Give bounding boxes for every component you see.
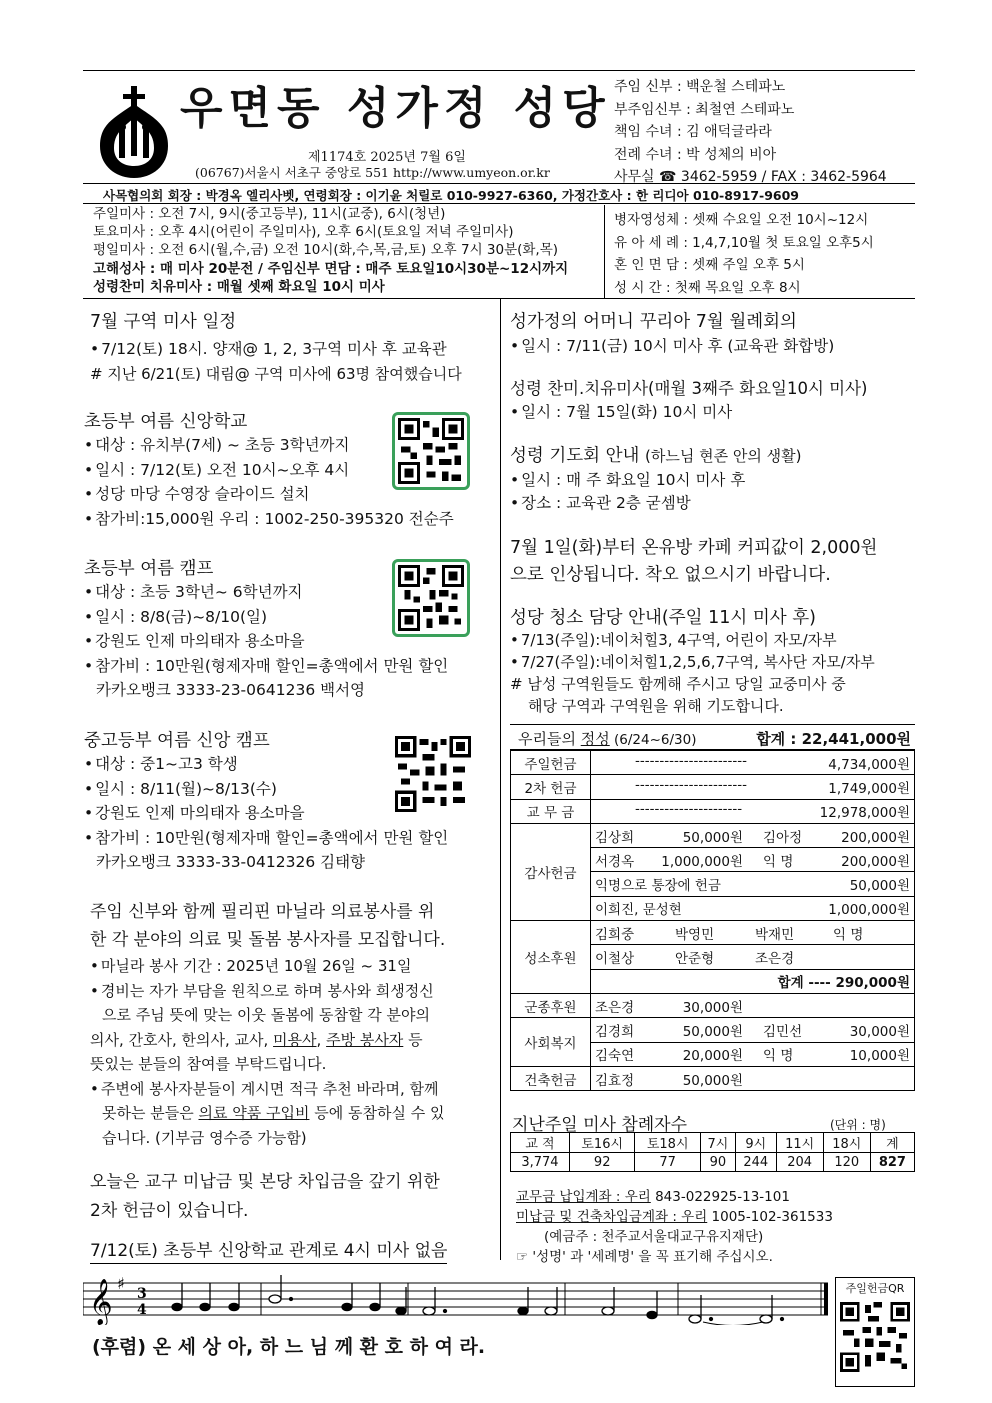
military-row [591, 993, 915, 1017]
office-phone: 사무실 ☎ 3462-5959 / FAX : 3462-5964 [614, 169, 887, 185]
sunday-offering-dash: ----------------------- [635, 752, 748, 769]
vocation-name: 김희중 [595, 926, 635, 943]
mass-saturday: 토요미사 : 오후 4시(어린이 주일미사), 오후 6시(토요일 저녁 주일미사) [93, 224, 514, 241]
second-collection-line-2: 2차 헌금이 있습니다. [90, 1201, 249, 1221]
welfare-amount: 20,000원 [682, 1048, 743, 1065]
sheet-music-staff [83, 1275, 835, 1325]
clergy-pastor: 주임 신부 : 백운철 스테파노 [614, 79, 786, 95]
sunday-offering-label: 주일헌금 [511, 751, 591, 775]
prayer-meeting-date: • 일시 : 매 주 화요일 10시 미사 후 [510, 469, 801, 492]
offering-table [510, 750, 915, 1091]
welfare-name: 익 명 [763, 1048, 794, 1065]
monthly-meeting-date: • 일시 : 7/11(금) 10시 미사 후 (교육관 화합방) [510, 335, 834, 358]
medical-period: • 마닐라 봉사 기간 : 2025년 10월 26일 ~ 31일 [90, 954, 445, 979]
faith-school-date: • 일시 : 7/12(토) 오전 10시~오후 4시 [84, 458, 454, 483]
cleaning-item-0713: • 7/13(주일):네이처힐3, 4구역, 어린이 자모/자부 [510, 629, 875, 651]
attendance-header: 9시 [735, 1133, 776, 1153]
thanks-name: 서경옥 [595, 853, 635, 870]
attendance-header: 교 적 [511, 1133, 570, 1153]
table-row [511, 993, 915, 1017]
thanks-name: 김상희 [595, 829, 635, 846]
second-offering-label: 2차 헌금 [511, 775, 591, 799]
cafe-line-2: 으로 인상됩니다. 착오 없으시기 바랍니다. [510, 565, 831, 585]
thanks-name: 익명으로 통장에 헌금 [595, 878, 721, 895]
marriage-interview: 혼 인 면 담 : 셋째 주일 오후 5시 [614, 257, 805, 273]
parish-address: (06767)서울시 서초구 중앙로 551 http://www.umyeon.or.kr [195, 165, 550, 180]
medical-roles-beauty: 미용사 [273, 1030, 317, 1049]
thanks-amount: 200,000원 [841, 853, 910, 870]
faith-school-target: • 대상 : 유치부(7세) ~ 초등 3학년까지 [84, 433, 454, 458]
welfare-amount: 10,000원 [849, 1048, 910, 1065]
diocese-offering-cell [591, 799, 915, 823]
parish-title: 우면동 성가정 성당 [180, 83, 611, 134]
prayer-meeting-title: 성령 기도회 안내 [510, 446, 646, 466]
medical-roles [90, 1028, 445, 1053]
header-bottom-rule [83, 298, 915, 299]
district-mass-item: • 7/12(토) 18시. 양재@ 1, 2, 3구역 미사 후 교육관 [90, 337, 462, 362]
youth-camp-target: • 대상 : 중1~고3 학생 [84, 752, 448, 777]
youth-camp-title: 중고등부 여름 신앙 캠프 [84, 731, 270, 751]
medical-volunteer-section [90, 898, 445, 1150]
table-row [511, 823, 915, 847]
attendance-header: 토18시 [635, 1133, 700, 1153]
medical-title-2: 한 각 분야의 의료 및 돌봄 봉사자를 모집합니다. [90, 930, 446, 950]
youth-camp-place: • 강원도 인제 마의태자 용소마을 [84, 801, 448, 826]
welfare-name: 김숙연 [595, 1048, 635, 1065]
welfare-name: 김경희 [595, 1023, 635, 1040]
medical-roles-text: 의사, 간호사, 한의사, 교사, [90, 1030, 274, 1049]
healing-mass-date: • 일시 : 7월 15일(화) 10시 미사 [510, 401, 868, 424]
cleaning-title: 성당 청소 담당 안내(주일 11시 미사 후) [510, 608, 816, 628]
attendance-value-row [511, 1153, 915, 1172]
offering-title: 우리들의 [518, 730, 581, 748]
camp-title: 초등부 여름 캠프 [84, 559, 214, 579]
attendance-header: 계 [870, 1133, 914, 1153]
thanks-name: 익 명 [763, 853, 794, 870]
healing-mass: 성령찬미 치유미사 : 매월 셋째 화요일 10시 미사 [93, 278, 385, 295]
diocese-offering-value: 12,978,000원 [819, 805, 910, 822]
attendance-header: 18시 [823, 1133, 870, 1153]
mass-schedule [93, 205, 568, 296]
svg-text:𝄞: 𝄞 [89, 1279, 113, 1325]
attendance-value: 90 [700, 1153, 735, 1172]
vocation-name: 이철상 [595, 951, 635, 968]
vocation-label: 성소후원 [511, 921, 591, 994]
military-name: 조은경 [595, 999, 635, 1016]
top-rule [83, 70, 915, 71]
prayer-meeting-heading [510, 442, 801, 467]
diocese-offering-label: 교 무 금 [511, 799, 591, 823]
welfare-amount: 30,000원 [849, 1023, 910, 1040]
thanks-row-3 [591, 872, 915, 896]
column-divider [500, 298, 501, 1260]
welfare-row-2 [591, 1042, 915, 1066]
medical-roles-sep: , [316, 1030, 327, 1049]
sacrament-schedule [614, 209, 874, 299]
medical-title-1: 주임 신부와 함께 필리핀 마닐라 의료봉사를 위 [90, 902, 435, 922]
clergy-assistant: 부주임신부 : 최철연 스테파노 [614, 101, 795, 118]
refrain-lyrics: (후렴) 온 세 상 아, 하 느 님 께 환 호 하 여 라. [92, 1336, 486, 1358]
vocation-total: 합계 ---- 290,000원 [591, 969, 915, 993]
medical-cost-2: 으로 주님 뜻에 맞는 이웃 돌봄에 동참할 각 분야의 [102, 1006, 430, 1024]
table-row [511, 1018, 915, 1042]
svg-text:♯: ♯ [117, 1275, 125, 1293]
mass-sunday: 주일미사 : 오전 7시, 9시(중고등부), 11시(교중), 6시(청년) [93, 206, 446, 222]
sick-communion: 병자영성체 : 셋째 수요일 오전 10시~12시 [614, 212, 869, 228]
table-row [511, 1066, 915, 1090]
unpaid-account-number: 1005-102-361533 [707, 1209, 833, 1225]
vocation-name: 조은경 [755, 951, 795, 968]
account-info [516, 1187, 833, 1267]
cleaning-note-1: # 남성 구역원들도 함께해 주시고 당일 교중미사 중 [510, 675, 846, 693]
vocation-name: 익 명 [833, 926, 864, 943]
holy-hour: 성 시 간 : 첫째 목요일 오후 8시 [614, 279, 801, 296]
youth-camp-date: • 일시 : 8/11(월)~8/13(수) [84, 777, 448, 802]
second-offering-value: 1,749,000원 [828, 780, 910, 797]
military-amount: 30,000원 [682, 999, 743, 1016]
diocese-account [516, 1187, 833, 1207]
diocese-offering-dash: ---------------------- [635, 801, 743, 818]
header-divider [604, 205, 605, 298]
cleaning-item-0727: • 7/27(주일):네이처힐1,2,5,6,7구역, 복사단 자모/자부 [510, 651, 875, 673]
unpaid-account-label: 미납금 및 건축차입금계좌 : 우리 [516, 1209, 708, 1225]
account-note: ☞ '성명' 과 '세례명' 을 꼭 표기해 주십시오. [516, 1249, 773, 1265]
welfare-label: 사회복지 [511, 1018, 591, 1067]
offering-title-bar [510, 724, 915, 750]
camp-place: • 강원도 인제 마의태자 용소마을 [84, 629, 448, 654]
thanks-name: 이희진, 문성현 [595, 902, 682, 919]
vocation-row-2 [591, 945, 915, 969]
offering-title-underline: 정성 [580, 730, 610, 748]
medical-roles-kitchen: 주방 봉사자 [326, 1030, 404, 1049]
thanks-amount: 200,000원 [841, 829, 910, 846]
infant-baptism: 유 아 세 례 : 1,4,7,10월 첫 토요일 오후5시 [614, 234, 874, 251]
monthly-meeting-title: 성가정의 어머니 꾸리아 7월 월례회의 [510, 312, 797, 332]
clergy-list [614, 76, 887, 189]
offering-total: 합계 : 22,441,000원 [756, 730, 911, 748]
unpaid-account [516, 1207, 833, 1227]
table-row [511, 921, 915, 945]
attendance-value: 92 [569, 1153, 634, 1172]
monthly-meeting-section [510, 308, 834, 358]
offering-qr-code[interactable] [840, 1302, 910, 1372]
diocese-account-label: 교무금 납입계좌 : 우리 [516, 1189, 651, 1205]
thanks-name: 김아정 [763, 829, 803, 846]
attendance-value: 77 [635, 1153, 700, 1172]
medical-donation [90, 1101, 445, 1126]
thanks-offering-label: 감사헌금 [511, 823, 591, 920]
faith-school-title: 초등부 여름 신앙학교 [84, 412, 248, 432]
district-mass-section [90, 308, 462, 386]
table-row [511, 799, 915, 823]
parish-logo-icon [94, 84, 174, 180]
attendance-value: 244 [735, 1153, 776, 1172]
thanks-amount: 1,000,000원 [661, 853, 743, 870]
prayer-meeting-place: • 장소 : 교육관 2층 굳셈방 [510, 492, 801, 515]
attendance-title: 지난주일 미사 참례자수 [512, 1115, 688, 1135]
building-row [591, 1066, 915, 1090]
vocation-name: 박영민 [675, 926, 715, 943]
camp-fee: • 참가비 : 10만원(형제자매 할인=총액에서 만원 할인 [84, 654, 448, 679]
youth-camp-account: 카카오뱅크 3333-33-0412326 김태향 [96, 853, 366, 871]
faith-school-pool: • 성당 마당 수영장 슬라이드 설치 [84, 482, 454, 507]
vocation-name: 박재민 [755, 926, 795, 943]
medical-cost-1: • 경비는 자가 부담을 원칙으로 하며 봉사와 희생정신 [90, 979, 445, 1004]
welfare-row-1 [591, 1018, 915, 1042]
vocation-name: 안준형 [675, 951, 715, 968]
attendance-table [510, 1132, 915, 1172]
vocation-row-1 [591, 921, 915, 945]
camp-date: • 일시 : 8/8(금)~8/10(일) [84, 605, 448, 630]
medical-donation-supplies: 의료 약품 구입비 [198, 1104, 310, 1122]
clergy-sister: 책임 수녀 : 김 애덕글라라 [614, 124, 772, 140]
attendance-value: 120 [823, 1153, 870, 1172]
camp-qr-code[interactable] [392, 559, 470, 637]
cafe-line-1: 7월 1일(화)부터 온유방 카페 커피값이 2,000원 [510, 538, 878, 558]
no-4pm-mass-notice: 7/12(토) 초등부 신앙학교 관계로 4시 미사 없음 [90, 1236, 447, 1264]
cleaning-note-2: 해당 구역과 구역원을 위해 기도합니다. [528, 697, 784, 715]
building-label: 건축헌금 [511, 1066, 591, 1090]
offering-period: (6/24~6/30) [609, 732, 697, 748]
offering-qr-caption: 주일헌금QR [845, 1282, 905, 1295]
attendance-header: 11시 [776, 1133, 823, 1153]
sunday-offering-value: 4,734,000원 [828, 756, 910, 773]
thanks-amount: 50,000원 [849, 878, 910, 895]
thanks-amount: 50,000원 [682, 829, 743, 846]
confession: 고해성사 : 매 미사 20분전 / 주임신부 면담 : 매주 토요일10시30분~12시까지 [93, 260, 569, 277]
faith-school-fee: • 참가비:15,000원 우리 : 1002-250-395320 전순주 [84, 507, 454, 532]
second-collection-notice [90, 1168, 440, 1226]
medical-donation-end: 등에 동참하실 수 있 [309, 1104, 445, 1122]
svg-text:4: 4 [137, 1302, 147, 1318]
attendance-value: 3,774 [511, 1153, 570, 1172]
prayer-meeting-subtitle: (하느님 현존 안의 생활) [645, 447, 802, 465]
district-mass-note: # 지난 6/21(토) 대림@ 구역 미사에 63명 참여했습니다 [90, 364, 462, 383]
medical-recommend: • 주변에 봉사자분들이 계시면 적극 추천 바라며, 함께 [90, 1077, 445, 1102]
camp-account: 카카오뱅크 3333-23-0641236 백서영 [96, 681, 366, 699]
thanks-amount: 1,000,000원 [828, 902, 910, 919]
youth-camp-fee: • 참가비 : 10만원(형제자매 할인=총액에서 만원 할인 [84, 826, 448, 851]
district-mass-title: 7월 구역 미사 일정 [90, 312, 237, 332]
clergy-liturgy-sister: 전례 수녀 : 박 성체의 비아 [614, 146, 777, 163]
contact-bar: 사목협의회 회장 : 박경옥 엘리사벳, 연령회장 : 이기윤 처릴로 010-9927-6360, 가정간호사 : 한 리디아 010-8917-9609 [83, 183, 915, 204]
svg-text:3: 3 [137, 1286, 147, 1302]
attendance-unit: (단위 : 명) [830, 1118, 886, 1132]
welfare-amount: 50,000원 [682, 1023, 743, 1040]
mass-weekday: 평일미사 : 오전 6시(월,수,금) 오전 10시(화,수,목,금,토) 오후 7시 30분(화,목) [93, 242, 559, 259]
table-row [511, 751, 915, 775]
youth-camp-qr-code[interactable] [392, 733, 474, 815]
medical-roles-end: 등 [403, 1030, 423, 1049]
issue-info: 제1174호 2025년 7월 6일 [308, 150, 466, 165]
attendance-header: 토16시 [569, 1133, 634, 1153]
diocese-account-number: 843-022925-13-101 [650, 1189, 790, 1205]
medical-request: 뜻있는 분들의 참여를 부탁드립니다. [90, 1055, 327, 1073]
second-offering-dash: ----------------------- [635, 776, 748, 793]
sunday-offering-cell [591, 751, 915, 775]
attendance-header-row [511, 1133, 915, 1153]
thanks-row-1 [591, 823, 915, 847]
second-collection-line-1: 오늘은 교구 미납금 및 본당 차입금을 갚기 위한 [90, 1172, 440, 1192]
faith-school-qr-code[interactable] [392, 412, 470, 490]
healing-mass-section [510, 375, 868, 424]
cafe-price-notice [510, 535, 877, 589]
attendance-header: 7시 [700, 1133, 735, 1153]
table-row [511, 775, 915, 799]
healing-mass-title: 성령 찬미.치유미사(매월 3째주 화요일10시 미사) [510, 379, 868, 398]
offering-qr-box[interactable] [835, 1277, 915, 1387]
medical-donation-text: 못하는 분들은 [102, 1104, 199, 1122]
thanks-row-2 [591, 848, 915, 872]
second-offering-cell [591, 775, 915, 799]
cleaning-section [510, 604, 875, 717]
building-name: 김효정 [595, 1072, 635, 1089]
thanks-row-4 [591, 896, 915, 920]
account-holder: (예금주 : 천주교서울대교구유지재단) [544, 1229, 764, 1245]
welfare-name: 김민선 [763, 1023, 803, 1040]
camp-target: • 대상 : 초등 3학년~ 6학년까지 [84, 580, 448, 605]
medical-receipt: 습니다. (기부금 영수증 가능함) [102, 1128, 307, 1147]
prayer-meeting-section [510, 442, 801, 515]
attendance-value: 204 [776, 1153, 823, 1172]
building-amount: 50,000원 [682, 1072, 743, 1089]
military-label: 군종후원 [511, 993, 591, 1017]
attendance-total: 827 [870, 1153, 914, 1172]
